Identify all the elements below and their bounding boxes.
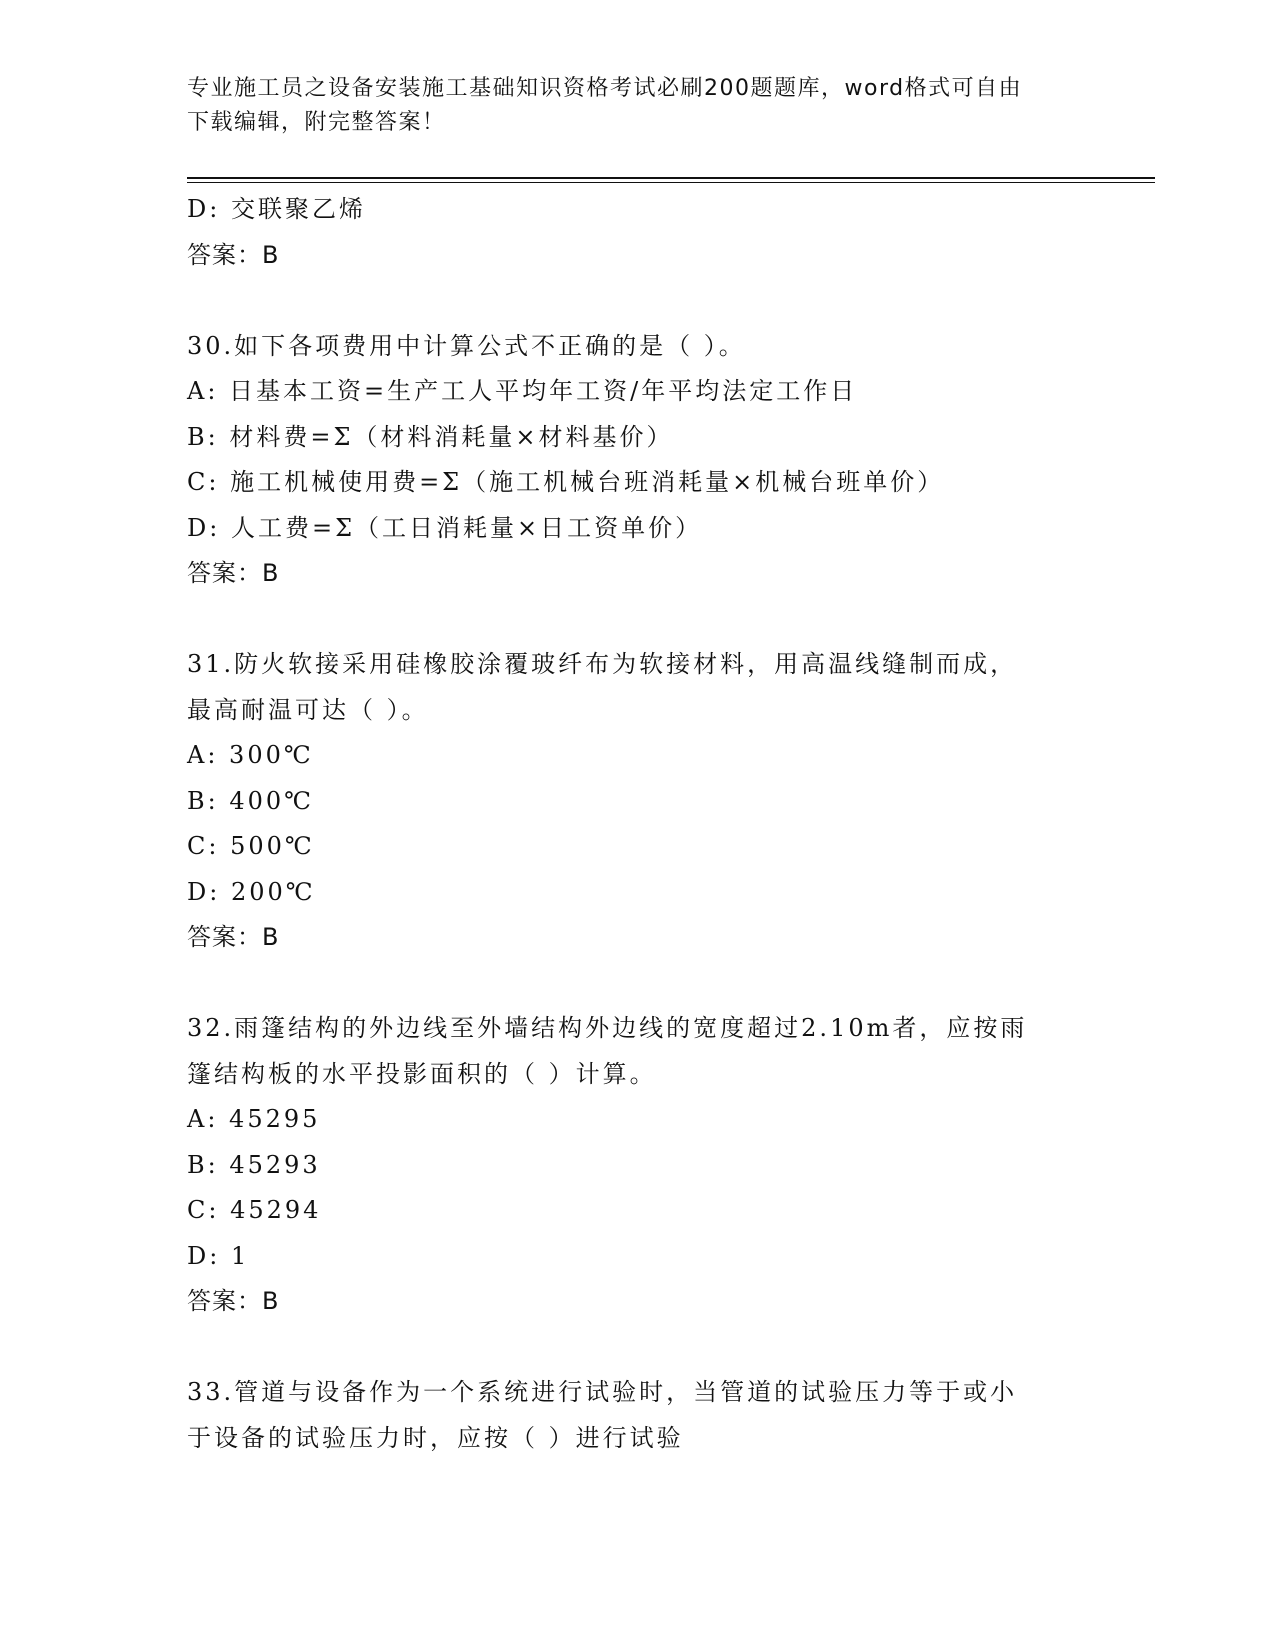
spacer: [187, 961, 1155, 1007]
question-32: [187, 1006, 1155, 1325]
header-rule-thin: [187, 182, 1155, 183]
option-d: D: 200℃: [187, 877, 316, 906]
spacer: [187, 597, 1155, 643]
answer-line: 答案：B: [187, 240, 280, 269]
option-d: D: 交联聚乙烯: [187, 195, 366, 223]
question-content: [187, 187, 1155, 1461]
question-29-tail: [187, 187, 1155, 278]
option-c: C: 施工机械使用费=Σ（施工机械台班消耗量×机械台班单价）: [187, 468, 945, 496]
option-a: A: 日基本工资=生产工人平均年工资/年平均法定工作日: [187, 377, 858, 405]
option-c: C: 45294: [187, 1196, 322, 1224]
document-header: [187, 72, 1047, 140]
question-stem-continued: 于设备的试验压力时，应按（ ）进行试验: [187, 1423, 684, 1452]
question-stem: 32.雨篷结构的外边线至外墙结构外边线的宽度超过2.10m者，应按雨: [187, 1014, 1028, 1042]
option-b: B: 材料费=Σ（材料消耗量×材料基价）: [187, 422, 674, 451]
option-c: C: 500℃: [187, 832, 315, 860]
option-d: D: 人工费=Σ（工日消耗量×日工资单价）: [187, 513, 703, 542]
option-d: D: 1: [187, 1241, 250, 1270]
question-30: [187, 324, 1155, 597]
question-stem-continued: 篷结构板的水平投影面积的（ ）计算。: [187, 1059, 657, 1088]
header-rule-thick: [187, 177, 1155, 179]
question-stem: 33.管道与设备作为一个系统进行试验时，当管道的试验压力等于或小: [187, 1378, 1018, 1406]
spacer: [187, 278, 1155, 324]
question-33: [187, 1370, 1155, 1461]
question-stem: 31.防火软接采用硅橡胶涂覆玻纤布为软接材料，用高温线缝制而成，: [187, 650, 1018, 678]
option-b: B: 400℃: [187, 786, 315, 815]
answer-line: 答案：B: [187, 923, 280, 951]
question-stem-continued: 最高耐温可达（ ）。: [187, 695, 429, 724]
option-a: A: 300℃: [187, 741, 314, 769]
header-line-2: 下载编辑，附完整答案！: [187, 110, 446, 135]
option-b: B: 45293: [187, 1150, 321, 1179]
answer-line: 答案：B: [187, 559, 280, 587]
header-line-1: 专业施工员之设备安装施工基础知识资格考试必刷200题题库，word格式可自由: [187, 76, 1023, 101]
answer-line: 答案：B: [187, 1287, 280, 1315]
option-a: A: 45295: [187, 1105, 321, 1133]
question-stem: 30.如下各项费用中计算公式不正确的是（ ）。: [187, 331, 746, 360]
spacer: [187, 1325, 1155, 1371]
question-31: [187, 642, 1155, 961]
